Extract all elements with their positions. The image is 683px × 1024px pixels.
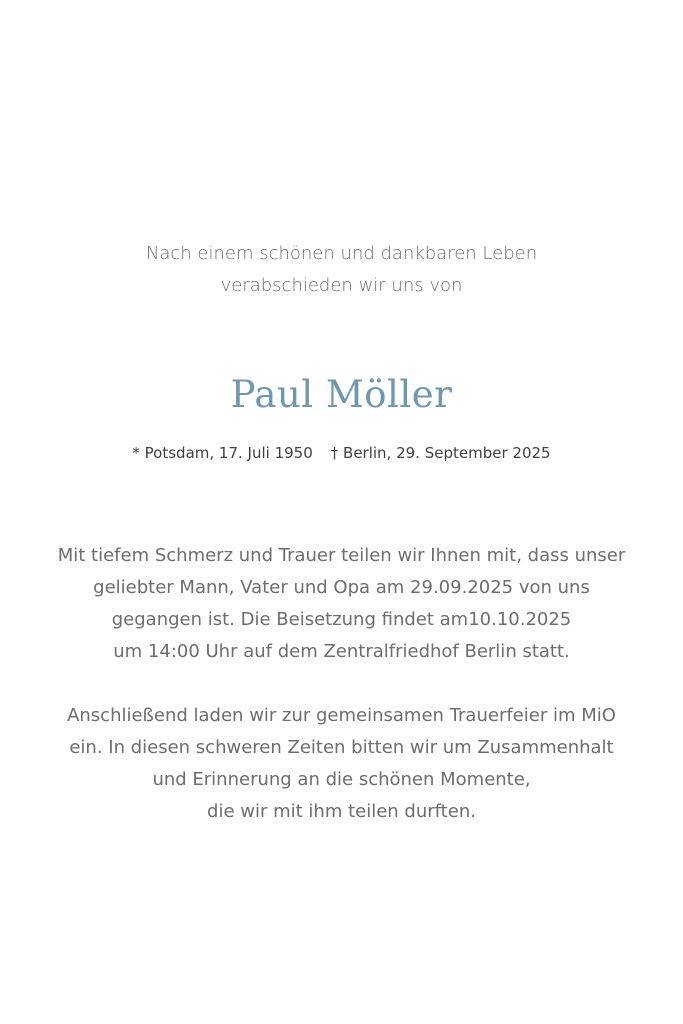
announcement-line-1: Mit tiefem Schmerz und Trauer teilen wir Ihnen mit, dass unser [57, 545, 626, 566]
birth-date: * Potsdam, 17. Juli 1950 [132, 444, 313, 462]
invitation-line-2: ein. In diesen schweren Zeiten bitten wir um Zusammenhalt [69, 737, 614, 758]
invitation-line-3: und Erinnerung an die schönen Momente, [152, 769, 531, 790]
invitation-paragraph [0, 700, 683, 828]
intro-text [0, 238, 683, 302]
life-dates [0, 442, 683, 464]
death-date: † Berlin, 29. September 2025 [330, 444, 551, 462]
deceased-name: Paul Möller [230, 373, 453, 416]
intro-line-2: verabschieden wir uns von [220, 275, 463, 296]
announcement-paragraph [0, 540, 683, 668]
announcement-line-4: um 14:00 Uhr auf dem Zentralfriedhof Berlin statt. [113, 641, 570, 662]
invitation-line-4: die wir mit ihm teilen durften. [207, 801, 476, 822]
announcement-line-2: geliebter Mann, Vater und Opa am 29.09.2025 von uns [93, 577, 590, 598]
intro-line-1: Nach einem schönen und dankbaren Leben [145, 243, 538, 264]
invitation-line-1: Anschließend laden wir zur gemeinsamen Trauerfeier im MiO [67, 705, 616, 726]
announcement-line-3: gegangen ist. Die Beisetzung findet am10.10.2025 [111, 609, 572, 630]
